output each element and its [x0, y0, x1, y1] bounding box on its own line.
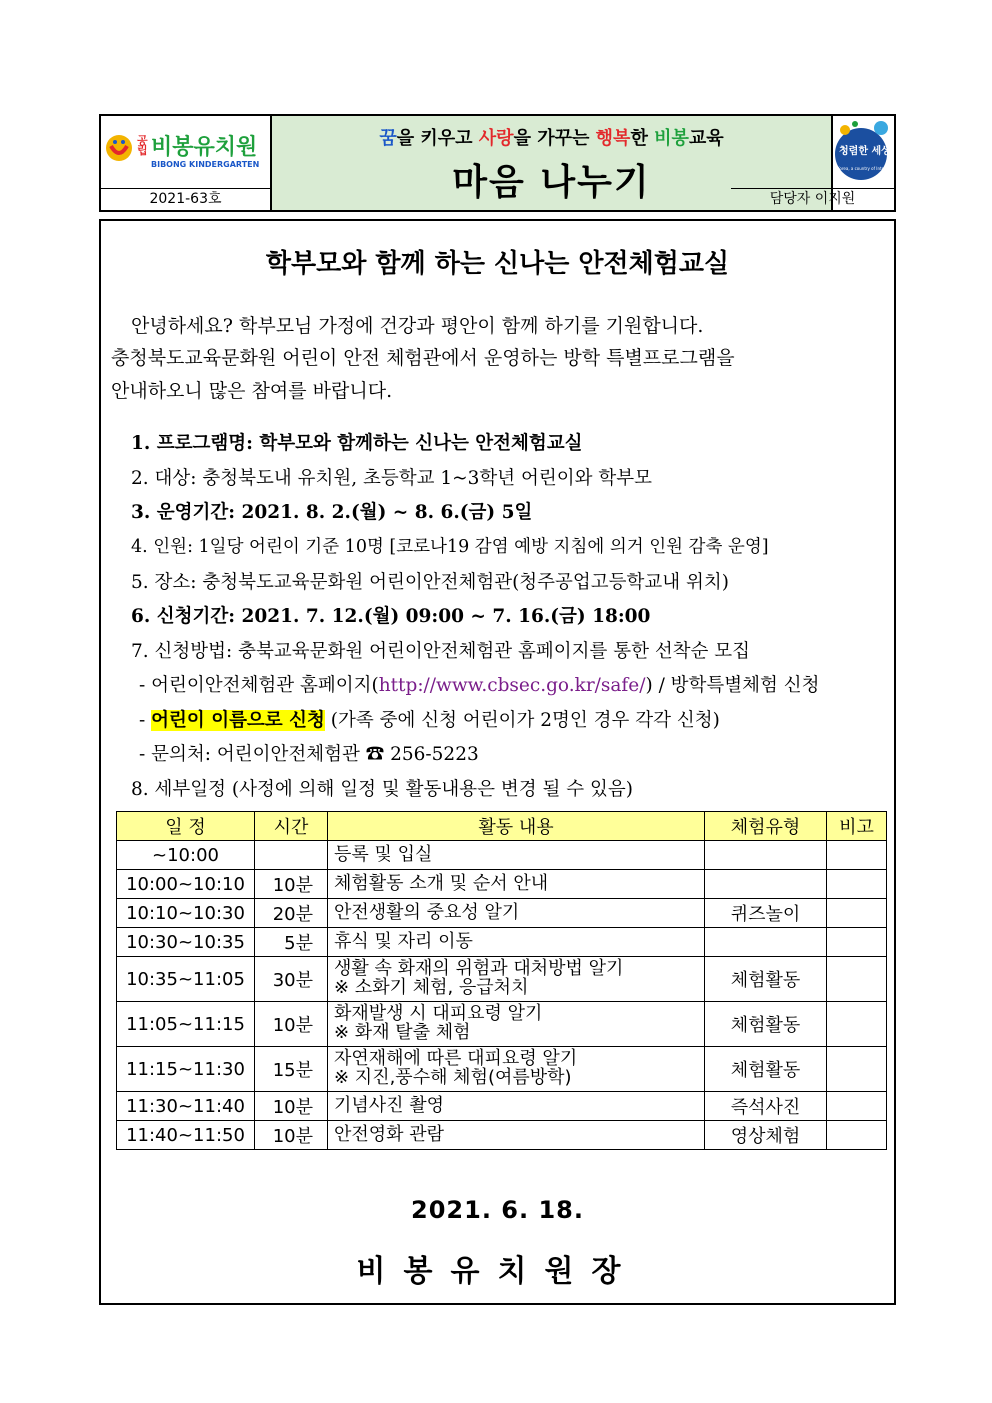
cell-activity — [328, 899, 705, 928]
sub-homepage — [139, 671, 820, 697]
slogan-part: 사랑 — [478, 128, 514, 149]
cell-duration: 10분 — [255, 870, 328, 899]
cell-duration: 10분 — [255, 1002, 328, 1047]
slogan-part: 비봉 — [654, 128, 689, 149]
slogan-part: 행복 — [595, 128, 631, 149]
activity-line: 안전영화 관람 — [334, 1123, 445, 1145]
cell-activity — [328, 1092, 705, 1121]
cell-note — [827, 957, 887, 1002]
cell-activity — [328, 928, 705, 957]
table-row — [117, 899, 887, 928]
integrity-logo-text: 청렴한 세상 — [839, 146, 891, 157]
cell-note — [827, 1092, 887, 1121]
activity-line: 체험활동 소개 및 순서 안내 — [334, 872, 549, 894]
school-logo — [101, 116, 272, 188]
header-time: 시간 — [255, 812, 328, 841]
item-program-name: 1. 프로그램명: 학부모와 함께하는 신나는 안전체험교실 — [131, 433, 583, 454]
table-row — [117, 1002, 887, 1047]
item-schedule-heading: 8. 세부일정 (사정에 의해 일정 및 활동내용은 변경 될 수 있음) — [131, 779, 633, 800]
sub-homepage-text: ) / 방학특별체험 신청 — [645, 675, 820, 696]
slogan-part: 한 — [630, 128, 655, 149]
cell-type: 체험활동 — [705, 1002, 827, 1047]
cell-activity — [328, 1047, 705, 1092]
sub-apply-text: - — [139, 710, 152, 731]
activity-line: 화재발생 시 대피요령 알기 — [334, 1003, 543, 1025]
activity-note-line: ※ 지진,풍수해 체험(여름방학) — [334, 1067, 572, 1088]
table-row — [117, 841, 887, 870]
cell-time: 11:30~11:40 — [117, 1092, 255, 1121]
cell-time: ~10:00 — [117, 841, 255, 870]
cell-time: 10:00~10:10 — [117, 870, 255, 899]
slogan-part: 교육 — [688, 128, 724, 149]
cell-time: 10:35~11:05 — [117, 957, 255, 1002]
integrity-logo — [833, 116, 894, 188]
header-schedule: 일 정 — [117, 812, 255, 841]
cell-activity — [328, 957, 705, 1002]
cell-note — [827, 1121, 887, 1150]
cell-type: 체험활동 — [705, 957, 827, 1002]
cell-type: 퀴즈놀이 — [705, 899, 827, 928]
activity-note-line: ※ 화재 탈출 체험 — [334, 1022, 471, 1043]
cell-note — [827, 1047, 887, 1092]
slogan-part: 을 가꾸는 — [513, 128, 596, 149]
school-logo-english: BIBONG KINDERGARTEN — [151, 160, 260, 169]
newsletter-header — [99, 114, 896, 212]
table-row — [117, 957, 887, 1002]
item-headcount: 4. 인원: 1일당 어린이 기준 10명 [코로나19 감염 예방 지침에 의거 인원 감축 운영] — [131, 537, 769, 557]
homepage-link[interactable]: http://www.cbsec.go.kr/safe/ — [378, 675, 646, 696]
cell-note — [827, 899, 887, 928]
cell-duration: 30분 — [255, 957, 328, 1002]
item-location: 5. 장소: 충청북도교육문화원 어린이안전체험관(청주공업고등학교내 위치) — [131, 572, 729, 593]
cell-duration: 5분 — [255, 928, 328, 957]
activity-note-line: ※ 소화기 체험, 응급처치 — [334, 977, 529, 998]
schedule-table — [116, 811, 887, 1150]
table-row — [117, 928, 887, 957]
cell-duration: 10분 — [255, 1092, 328, 1121]
table-row — [117, 870, 887, 899]
cell-type: 체험활동 — [705, 1047, 827, 1092]
cell-type — [705, 928, 827, 957]
sub-homepage-text: - 어린이안전체험관 홈페이지( — [139, 675, 379, 696]
header-note: 비고 — [827, 812, 887, 841]
cell-time: 10:30~10:35 — [117, 928, 255, 957]
table-header-row — [117, 812, 887, 841]
signature: 비봉유치원장 — [356, 1254, 639, 1289]
table-row — [117, 1092, 887, 1121]
intro-line: 안녕하세요? 학부모님 가정에 건강과 평안이 함께 하기를 기원합니다. — [131, 315, 704, 337]
cell-duration: 20분 — [255, 899, 328, 928]
slogan — [272, 124, 831, 150]
cell-duration — [255, 841, 328, 870]
cell-duration: 15분 — [255, 1047, 328, 1092]
item-target: 2. 대상: 충청북도내 유치원, 초등학교 1~3학년 어린이와 학부모 — [131, 468, 653, 489]
cell-activity — [328, 841, 705, 870]
cell-activity — [328, 1002, 705, 1047]
manager-name: 담당자 이지원 — [731, 188, 894, 210]
integrity-logo-sub: Korea, a country of Integrity — [837, 166, 894, 171]
cell-time: 10:10~10:30 — [117, 899, 255, 928]
newsletter-title: 마음 나누기 — [452, 162, 651, 203]
highlighted-text: 어린이 이름으로 신청 — [151, 710, 325, 731]
cell-note — [827, 928, 887, 957]
item-period: 3. 운영기간: 2021. 8. 2.(월) ~ 8. 6.(금) 5일 — [131, 502, 533, 523]
item-application-period: 6. 신청기간: 2021. 7. 12.(월) 09:00 ~ 7. 16.(금) 18:00 — [131, 606, 651, 627]
document-date: 2021. 6. 18. — [411, 1196, 584, 1224]
header-activity: 활동 내용 — [328, 812, 705, 841]
activity-line: 자연재해에 따른 대피요령 알기 — [334, 1048, 578, 1070]
school-logo-prefix: 공립 — [137, 134, 148, 157]
cell-note — [827, 1002, 887, 1047]
sub-apply-name — [139, 706, 720, 732]
sub-apply-text: (가족 중에 신청 어린이가 2명인 경우 각각 신청) — [324, 710, 720, 731]
cell-type — [705, 870, 827, 899]
cell-note — [827, 841, 887, 870]
cell-note — [827, 870, 887, 899]
school-logo-name: 비봉유치원 — [151, 135, 258, 160]
cell-activity — [328, 870, 705, 899]
intro-line: 안내하오니 많은 참여를 바랍니다. — [111, 380, 393, 402]
document-body — [99, 219, 896, 1305]
cell-type: 영상체험 — [705, 1121, 827, 1150]
activity-line: 생활 속 화재의 위험과 대처방법 알기 — [334, 958, 624, 980]
document-title: 학부모와 함께 하는 신나는 안전체험교실 — [265, 249, 730, 279]
cell-time: 11:40~11:50 — [117, 1121, 255, 1150]
sub-contact: - 문의처: 어린이안전체험관 ☎ 256-5223 — [139, 744, 479, 765]
activity-line: 안전생활의 중요성 알기 — [334, 901, 520, 923]
issue-number: 2021-63호 — [101, 188, 272, 210]
header-type: 체험유형 — [705, 812, 827, 841]
slogan-part: 꿈 — [379, 128, 397, 149]
table-row — [117, 1121, 887, 1150]
slogan-part: 을 키우고 — [396, 128, 479, 149]
cell-type — [705, 841, 827, 870]
intro-line: 충청북도교육문화원 어린이 안전 체험관에서 운영하는 방학 특별프로그램을 — [111, 347, 735, 369]
activity-line: 등록 및 입실 — [334, 843, 433, 865]
table-row — [117, 1047, 887, 1092]
cell-time: 11:05~11:15 — [117, 1002, 255, 1047]
cell-duration: 10분 — [255, 1121, 328, 1150]
activity-line: 휴식 및 자리 이동 — [334, 930, 473, 952]
activity-line: 기념사진 촬영 — [334, 1094, 445, 1116]
cell-time: 11:15~11:30 — [117, 1047, 255, 1092]
cell-activity — [328, 1121, 705, 1150]
cell-type: 즉석사진 — [705, 1092, 827, 1121]
item-application-method: 7. 신청방법: 충북교육문화원 어린이안전체험관 홈페이지를 통한 선착순 모집 — [131, 641, 751, 662]
